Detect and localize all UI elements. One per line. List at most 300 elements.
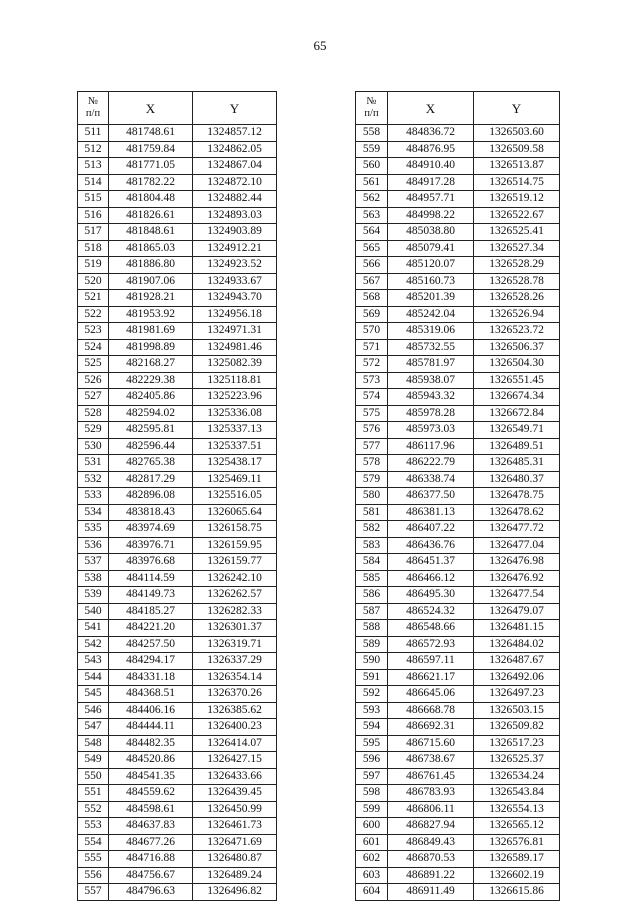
cell-number: 533 bbox=[78, 488, 109, 505]
table-row bbox=[78, 884, 277, 901]
table-row bbox=[78, 438, 277, 455]
table-row bbox=[356, 537, 560, 554]
cell-x: 482595.81 bbox=[109, 422, 193, 439]
cell-x: 481865.03 bbox=[109, 240, 193, 257]
table-row bbox=[356, 240, 560, 257]
cell-number: 575 bbox=[356, 405, 388, 422]
cell-y: 1326496.82 bbox=[193, 884, 277, 901]
cell-y: 1325337.51 bbox=[193, 438, 277, 455]
table-row bbox=[356, 125, 560, 142]
cell-number: 560 bbox=[356, 158, 388, 175]
table-row bbox=[78, 702, 277, 719]
table-row bbox=[356, 669, 560, 686]
cell-number: 523 bbox=[78, 323, 109, 340]
cell-number: 576 bbox=[356, 422, 388, 439]
cell-number: 526 bbox=[78, 372, 109, 389]
table-row bbox=[78, 851, 277, 868]
cell-y: 1326534.24 bbox=[474, 768, 560, 785]
cell-x: 486436.76 bbox=[388, 537, 474, 554]
cell-number: 534 bbox=[78, 504, 109, 521]
table-row bbox=[356, 488, 560, 505]
cell-number: 604 bbox=[356, 884, 388, 901]
cell-y: 1326549.71 bbox=[474, 422, 560, 439]
cell-y: 1324981.46 bbox=[193, 339, 277, 356]
table-row bbox=[78, 669, 277, 686]
cell-y: 1324903.89 bbox=[193, 224, 277, 241]
table-row bbox=[78, 554, 277, 571]
cell-y: 1326476.98 bbox=[474, 554, 560, 571]
cell-x: 484482.35 bbox=[109, 735, 193, 752]
table-row bbox=[356, 504, 560, 521]
cell-y: 1326476.92 bbox=[474, 570, 560, 587]
cell-x: 484541.35 bbox=[109, 768, 193, 785]
cell-y: 1326503.15 bbox=[474, 702, 560, 719]
table-row bbox=[356, 422, 560, 439]
cell-y: 1324882.44 bbox=[193, 191, 277, 208]
cell-y: 1326672.84 bbox=[474, 405, 560, 422]
cell-y: 1325336.08 bbox=[193, 405, 277, 422]
cell-x: 484796.63 bbox=[109, 884, 193, 901]
table-row bbox=[356, 818, 560, 835]
cell-x: 483818.43 bbox=[109, 504, 193, 521]
cell-x: 484716.88 bbox=[109, 851, 193, 868]
cell-number: 590 bbox=[356, 653, 388, 670]
table-row bbox=[78, 471, 277, 488]
cell-y: 1326065.64 bbox=[193, 504, 277, 521]
table-row bbox=[356, 455, 560, 472]
table-row bbox=[78, 158, 277, 175]
cell-number: 577 bbox=[356, 438, 388, 455]
cell-x: 485038.80 bbox=[388, 224, 474, 241]
cell-x: 484876.95 bbox=[388, 141, 474, 158]
table-header-row bbox=[78, 92, 277, 125]
cell-x: 482594.02 bbox=[109, 405, 193, 422]
cell-number: 528 bbox=[78, 405, 109, 422]
cell-number: 556 bbox=[78, 867, 109, 884]
table-row bbox=[356, 273, 560, 290]
table-row bbox=[356, 257, 560, 274]
cell-y: 1326433.66 bbox=[193, 768, 277, 785]
cell-x: 486870.53 bbox=[388, 851, 474, 868]
table-row bbox=[356, 603, 560, 620]
table-row bbox=[356, 224, 560, 241]
cell-y: 1324956.18 bbox=[193, 306, 277, 323]
cell-x: 484149.73 bbox=[109, 587, 193, 604]
cell-number: 555 bbox=[78, 851, 109, 868]
column-header-x: X bbox=[109, 92, 193, 125]
cell-y: 1326589.17 bbox=[474, 851, 560, 868]
cell-y: 1326513.87 bbox=[474, 158, 560, 175]
cell-number: 600 bbox=[356, 818, 388, 835]
cell-x: 484756.67 bbox=[109, 867, 193, 884]
cell-number: 530 bbox=[78, 438, 109, 455]
table-row bbox=[356, 554, 560, 571]
cell-x: 482896.08 bbox=[109, 488, 193, 505]
cell-x: 485943.32 bbox=[388, 389, 474, 406]
column-header-y: Y bbox=[193, 92, 277, 125]
cell-y: 1326262.57 bbox=[193, 587, 277, 604]
cell-x: 486466.12 bbox=[388, 570, 474, 587]
cell-y: 1326492.06 bbox=[474, 669, 560, 686]
cell-x: 481771.05 bbox=[109, 158, 193, 175]
table-row bbox=[78, 389, 277, 406]
cell-number: 545 bbox=[78, 686, 109, 703]
cell-number: 563 bbox=[356, 207, 388, 224]
table-row bbox=[78, 323, 277, 340]
cell-x: 484257.50 bbox=[109, 636, 193, 653]
cell-y: 1324923.52 bbox=[193, 257, 277, 274]
cell-number: 592 bbox=[356, 686, 388, 703]
cell-y: 1326506.37 bbox=[474, 339, 560, 356]
cell-x: 484910.40 bbox=[388, 158, 474, 175]
table-row bbox=[78, 785, 277, 802]
table-row bbox=[78, 306, 277, 323]
cell-y: 1326489.51 bbox=[474, 438, 560, 455]
cell-y: 1326551.45 bbox=[474, 372, 560, 389]
table-row bbox=[356, 570, 560, 587]
cell-x: 485978.28 bbox=[388, 405, 474, 422]
table-row bbox=[78, 339, 277, 356]
table-row bbox=[78, 570, 277, 587]
cell-number: 565 bbox=[356, 240, 388, 257]
table-row bbox=[78, 752, 277, 769]
cell-y: 1325438.17 bbox=[193, 455, 277, 472]
cell-number: 559 bbox=[356, 141, 388, 158]
table-row bbox=[78, 653, 277, 670]
cell-number: 571 bbox=[356, 339, 388, 356]
cell-y: 1326480.87 bbox=[193, 851, 277, 868]
cell-number: 527 bbox=[78, 389, 109, 406]
column-header-y: Y bbox=[474, 92, 560, 125]
cell-y: 1326509.82 bbox=[474, 719, 560, 736]
cell-y: 1325337.13 bbox=[193, 422, 277, 439]
cell-x: 486692.31 bbox=[388, 719, 474, 736]
table-row bbox=[78, 240, 277, 257]
table-row bbox=[356, 686, 560, 703]
cell-y: 1326543.84 bbox=[474, 785, 560, 802]
cell-y: 1326519.12 bbox=[474, 191, 560, 208]
cell-y: 1326477.54 bbox=[474, 587, 560, 604]
cell-x: 481953.92 bbox=[109, 306, 193, 323]
cell-x: 485120.07 bbox=[388, 257, 474, 274]
cell-number: 553 bbox=[78, 818, 109, 835]
cell-x: 484185.27 bbox=[109, 603, 193, 620]
cell-number: 543 bbox=[78, 653, 109, 670]
table-row bbox=[356, 372, 560, 389]
cell-number: 603 bbox=[356, 867, 388, 884]
cell-number: 541 bbox=[78, 620, 109, 637]
cell-number: 552 bbox=[78, 801, 109, 818]
cell-y: 1326481.15 bbox=[474, 620, 560, 637]
cell-x: 481907.06 bbox=[109, 273, 193, 290]
cell-y: 1326477.72 bbox=[474, 521, 560, 538]
cell-number: 566 bbox=[356, 257, 388, 274]
cell-y: 1326517.23 bbox=[474, 735, 560, 752]
cell-number: 597 bbox=[356, 768, 388, 785]
cell-number: 569 bbox=[356, 306, 388, 323]
table-row bbox=[356, 867, 560, 884]
cell-x: 482596.44 bbox=[109, 438, 193, 455]
cell-x: 485201.39 bbox=[388, 290, 474, 307]
cell-x: 486621.17 bbox=[388, 669, 474, 686]
cell-number: 525 bbox=[78, 356, 109, 373]
cell-y: 1325082.39 bbox=[193, 356, 277, 373]
cell-number: 511 bbox=[78, 125, 109, 142]
cell-number: 532 bbox=[78, 471, 109, 488]
table-row bbox=[78, 488, 277, 505]
cell-number: 548 bbox=[78, 735, 109, 752]
cell-x: 484368.51 bbox=[109, 686, 193, 703]
table-row bbox=[78, 224, 277, 241]
cell-y: 1326528.29 bbox=[474, 257, 560, 274]
cell-x: 485973.03 bbox=[388, 422, 474, 439]
cell-y: 1326565.12 bbox=[474, 818, 560, 835]
cell-number: 596 bbox=[356, 752, 388, 769]
cell-y: 1324912.21 bbox=[193, 240, 277, 257]
cell-number: 602 bbox=[356, 851, 388, 868]
cell-x: 482765.38 bbox=[109, 455, 193, 472]
cell-y: 1326370.26 bbox=[193, 686, 277, 703]
cell-number: 599 bbox=[356, 801, 388, 818]
cell-y: 1325223.96 bbox=[193, 389, 277, 406]
table-row bbox=[78, 455, 277, 472]
table-row bbox=[356, 356, 560, 373]
cell-number: 539 bbox=[78, 587, 109, 604]
cell-y: 1324867.04 bbox=[193, 158, 277, 175]
cell-x: 485242.04 bbox=[388, 306, 474, 323]
table-row bbox=[356, 785, 560, 802]
cell-y: 1326319.71 bbox=[193, 636, 277, 653]
column-header-x: X bbox=[388, 92, 474, 125]
cell-x: 482405.86 bbox=[109, 389, 193, 406]
cell-x: 484677.26 bbox=[109, 834, 193, 851]
table-row bbox=[356, 174, 560, 191]
cell-y: 1324893.03 bbox=[193, 207, 277, 224]
cell-number: 519 bbox=[78, 257, 109, 274]
cell-x: 486645.06 bbox=[388, 686, 474, 703]
table-row bbox=[78, 834, 277, 851]
cell-number: 516 bbox=[78, 207, 109, 224]
table-row bbox=[356, 653, 560, 670]
cell-number: 567 bbox=[356, 273, 388, 290]
cell-x: 486761.45 bbox=[388, 768, 474, 785]
cell-y: 1326509.58 bbox=[474, 141, 560, 158]
table-row bbox=[78, 191, 277, 208]
table-row bbox=[78, 422, 277, 439]
table-row bbox=[78, 768, 277, 785]
cell-number: 544 bbox=[78, 669, 109, 686]
cell-number: 549 bbox=[78, 752, 109, 769]
table-row bbox=[78, 405, 277, 422]
cell-number: 585 bbox=[356, 570, 388, 587]
cell-x: 485079.41 bbox=[388, 240, 474, 257]
cell-y: 1326484.02 bbox=[474, 636, 560, 653]
cell-x: 486849.43 bbox=[388, 834, 474, 851]
cell-y: 1326602.19 bbox=[474, 867, 560, 884]
cell-x: 485732.55 bbox=[388, 339, 474, 356]
cell-x: 483976.71 bbox=[109, 537, 193, 554]
table-row bbox=[78, 686, 277, 703]
cell-x: 481804.48 bbox=[109, 191, 193, 208]
cell-number: 562 bbox=[356, 191, 388, 208]
cell-number: 551 bbox=[78, 785, 109, 802]
cell-x: 484520.86 bbox=[109, 752, 193, 769]
cell-x: 486495.30 bbox=[388, 587, 474, 604]
cell-number: 515 bbox=[78, 191, 109, 208]
cell-y: 1326242.10 bbox=[193, 570, 277, 587]
cell-x: 484917.28 bbox=[388, 174, 474, 191]
cell-y: 1326159.95 bbox=[193, 537, 277, 554]
table-row bbox=[78, 620, 277, 637]
cell-number: 584 bbox=[356, 554, 388, 571]
cell-number: 547 bbox=[78, 719, 109, 736]
cell-y: 1326471.69 bbox=[193, 834, 277, 851]
cell-x: 481928.21 bbox=[109, 290, 193, 307]
cell-number: 581 bbox=[356, 504, 388, 521]
cell-number: 564 bbox=[356, 224, 388, 241]
table-row bbox=[78, 587, 277, 604]
table-row bbox=[78, 735, 277, 752]
cell-number: 582 bbox=[356, 521, 388, 538]
cell-number: 595 bbox=[356, 735, 388, 752]
cell-number: 542 bbox=[78, 636, 109, 653]
cell-y: 1325118.81 bbox=[193, 372, 277, 389]
cell-number: 598 bbox=[356, 785, 388, 802]
cell-x: 484559.62 bbox=[109, 785, 193, 802]
cell-number: 579 bbox=[356, 471, 388, 488]
cell-y: 1326158.75 bbox=[193, 521, 277, 538]
column-header-number: № п/п bbox=[78, 92, 109, 125]
cell-x: 482168.27 bbox=[109, 356, 193, 373]
cell-y: 1326439.45 bbox=[193, 785, 277, 802]
cell-number: 588 bbox=[356, 620, 388, 637]
cell-y: 1326400.23 bbox=[193, 719, 277, 736]
cell-y: 1324872.10 bbox=[193, 174, 277, 191]
table-row bbox=[356, 389, 560, 406]
cell-x: 481759.84 bbox=[109, 141, 193, 158]
cell-y: 1326504.30 bbox=[474, 356, 560, 373]
cell-y: 1324862.05 bbox=[193, 141, 277, 158]
cell-x: 481998.89 bbox=[109, 339, 193, 356]
cell-y: 1326528.26 bbox=[474, 290, 560, 307]
cell-y: 1326554.13 bbox=[474, 801, 560, 818]
cell-x: 486117.96 bbox=[388, 438, 474, 455]
table-row bbox=[78, 273, 277, 290]
cell-x: 486222.79 bbox=[388, 455, 474, 472]
cell-number: 558 bbox=[356, 125, 388, 142]
coordinates-table-left bbox=[77, 91, 277, 901]
cell-number: 594 bbox=[356, 719, 388, 736]
cell-y: 1326301.37 bbox=[193, 620, 277, 637]
cell-number: 591 bbox=[356, 669, 388, 686]
cell-number: 570 bbox=[356, 323, 388, 340]
table-row bbox=[78, 537, 277, 554]
cell-x: 483976.68 bbox=[109, 554, 193, 571]
cell-x: 486827.94 bbox=[388, 818, 474, 835]
table-row bbox=[356, 851, 560, 868]
cell-x: 484957.71 bbox=[388, 191, 474, 208]
table-row bbox=[78, 125, 277, 142]
cell-x: 486451.37 bbox=[388, 554, 474, 571]
table-row bbox=[356, 801, 560, 818]
cell-y: 1326514.75 bbox=[474, 174, 560, 191]
cell-y: 1326414.07 bbox=[193, 735, 277, 752]
cell-x: 486407.22 bbox=[388, 521, 474, 538]
cell-x: 484114.59 bbox=[109, 570, 193, 587]
cell-number: 572 bbox=[356, 356, 388, 373]
cell-number: 537 bbox=[78, 554, 109, 571]
table-row bbox=[356, 884, 560, 901]
table-row bbox=[78, 521, 277, 538]
table-row bbox=[356, 719, 560, 736]
cell-x: 486668.78 bbox=[388, 702, 474, 719]
cell-y: 1326159.77 bbox=[193, 554, 277, 571]
cell-x: 486783.93 bbox=[388, 785, 474, 802]
cell-number: 522 bbox=[78, 306, 109, 323]
cell-y: 1326480.37 bbox=[474, 471, 560, 488]
cell-x: 481782.22 bbox=[109, 174, 193, 191]
cell-y: 1326528.78 bbox=[474, 273, 560, 290]
cell-x: 486524.32 bbox=[388, 603, 474, 620]
cell-number: 514 bbox=[78, 174, 109, 191]
cell-number: 580 bbox=[356, 488, 388, 505]
table-row bbox=[356, 471, 560, 488]
cell-number: 540 bbox=[78, 603, 109, 620]
cell-y: 1326479.07 bbox=[474, 603, 560, 620]
cell-y: 1326477.04 bbox=[474, 537, 560, 554]
cell-y: 1326615.86 bbox=[474, 884, 560, 901]
cell-number: 583 bbox=[356, 537, 388, 554]
table-row bbox=[78, 867, 277, 884]
cell-y: 1326385.62 bbox=[193, 702, 277, 719]
cell-y: 1326354.14 bbox=[193, 669, 277, 686]
coordinates-table-right bbox=[355, 91, 560, 901]
cell-y: 1326487.67 bbox=[474, 653, 560, 670]
cell-number: 535 bbox=[78, 521, 109, 538]
table-row bbox=[356, 290, 560, 307]
cell-x: 486738.67 bbox=[388, 752, 474, 769]
cell-x: 486715.60 bbox=[388, 735, 474, 752]
cell-y: 1326522.67 bbox=[474, 207, 560, 224]
cell-x: 484331.18 bbox=[109, 669, 193, 686]
cell-number: 573 bbox=[356, 372, 388, 389]
cell-number: 538 bbox=[78, 570, 109, 587]
table-row bbox=[356, 521, 560, 538]
cell-x: 486597.11 bbox=[388, 653, 474, 670]
table-row bbox=[356, 834, 560, 851]
table-row bbox=[356, 768, 560, 785]
cell-x: 486911.49 bbox=[388, 884, 474, 901]
cell-number: 554 bbox=[78, 834, 109, 851]
cell-x: 481886.80 bbox=[109, 257, 193, 274]
table-row bbox=[356, 438, 560, 455]
table-row bbox=[356, 323, 560, 340]
table-row bbox=[356, 752, 560, 769]
table-row bbox=[356, 702, 560, 719]
cell-y: 1324933.67 bbox=[193, 273, 277, 290]
cell-x: 483974.69 bbox=[109, 521, 193, 538]
cell-x: 484598.61 bbox=[109, 801, 193, 818]
cell-x: 486548.66 bbox=[388, 620, 474, 637]
cell-x: 482817.29 bbox=[109, 471, 193, 488]
cell-y: 1326523.72 bbox=[474, 323, 560, 340]
table-row bbox=[78, 372, 277, 389]
cell-number: 521 bbox=[78, 290, 109, 307]
cell-number: 593 bbox=[356, 702, 388, 719]
cell-y: 1326497.23 bbox=[474, 686, 560, 703]
cell-number: 574 bbox=[356, 389, 388, 406]
cell-number: 587 bbox=[356, 603, 388, 620]
